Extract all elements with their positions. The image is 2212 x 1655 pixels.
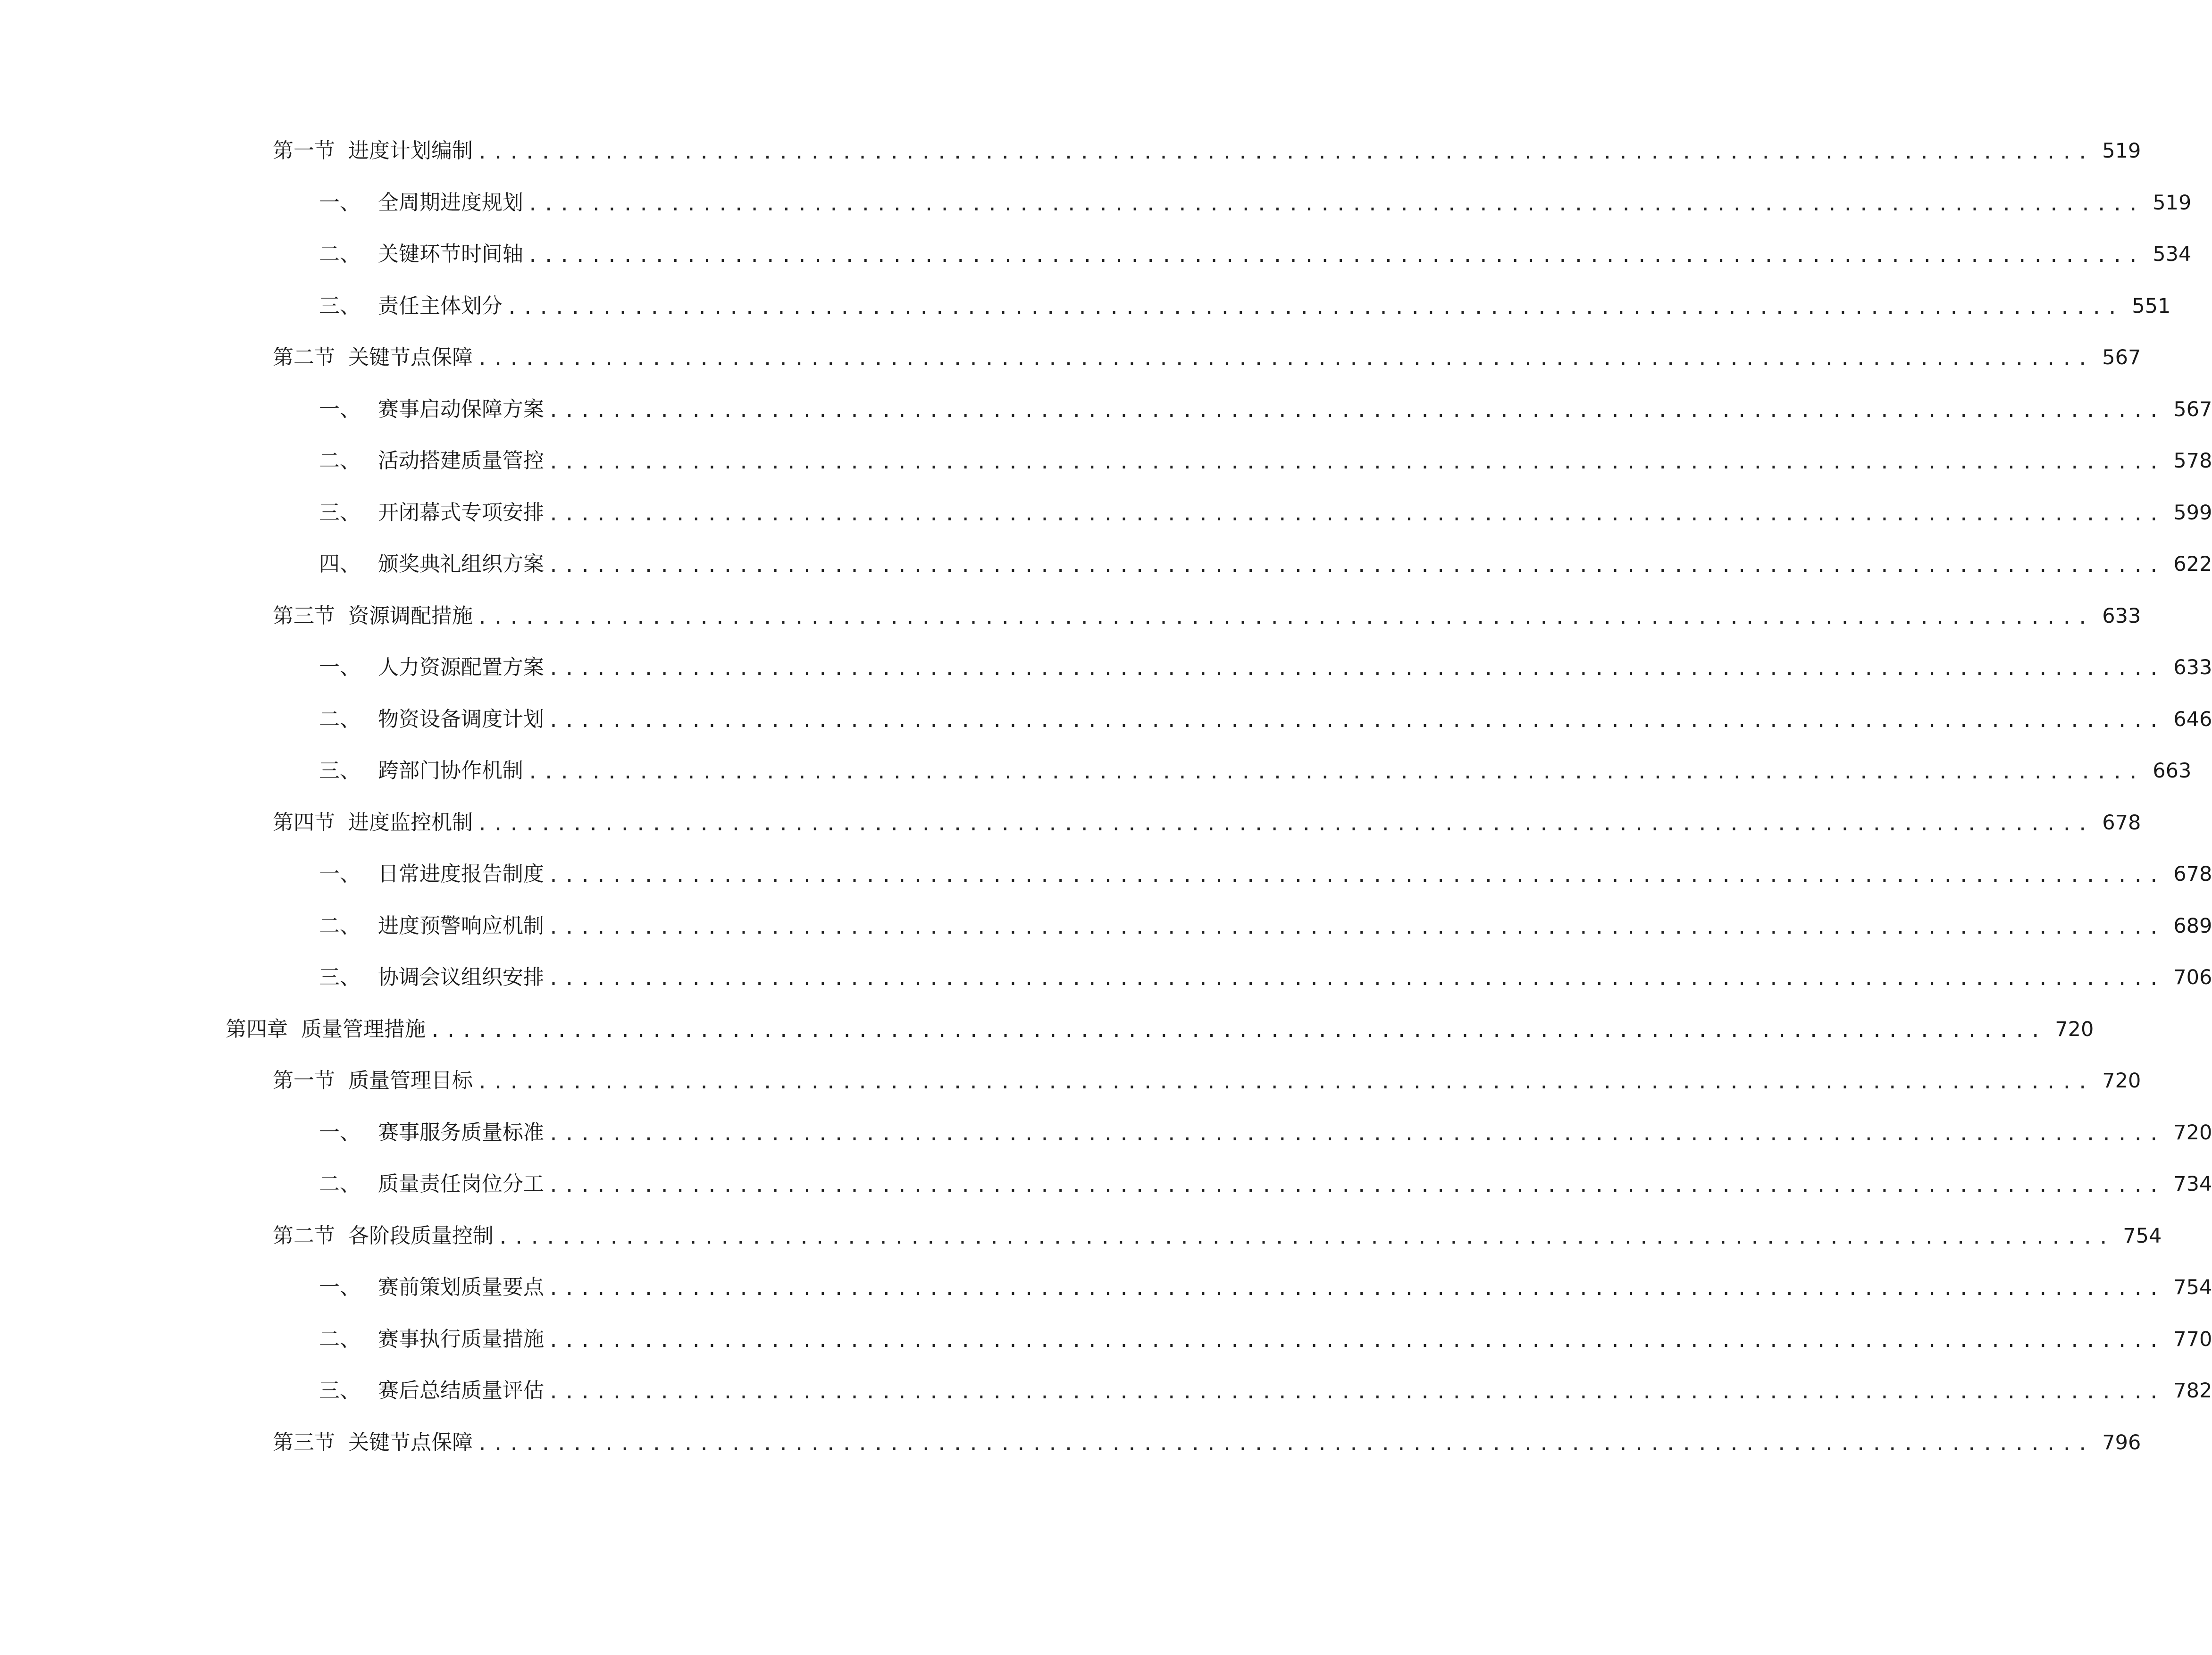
toc-entry-section[interactable]	[273, 806, 2141, 839]
toc-entry-label	[319, 393, 544, 426]
toc-dot-leader: ......................................................................................................	[548, 400, 2164, 422]
toc-entry-title: 赛后总结质量评估	[378, 1379, 544, 1403]
toc-page-number: 663	[2153, 759, 2192, 783]
toc-dot-leader: ......................................................................................................	[429, 1020, 2046, 1042]
toc-dot-leader: ......................................................................................................	[548, 658, 2164, 680]
toc-entry-item[interactable]	[319, 1323, 2212, 1356]
toc-entry-item[interactable]	[319, 496, 2212, 529]
toc-entry-label	[319, 548, 544, 581]
toc-page-number: 519	[2102, 139, 2141, 163]
toc-entry-title: 物资设备调度计划	[378, 707, 544, 731]
toc-entry-item[interactable]	[319, 548, 2212, 581]
toc-entry-title: 赛事服务质量标准	[378, 1120, 544, 1145]
toc-page-number: 689	[2173, 914, 2212, 938]
toc-dot-leader: ......................................................................................................	[506, 296, 2123, 318]
toc-entry-number: 二、	[319, 913, 360, 938]
toc-dot-leader: ......................................................................................................	[477, 348, 2093, 370]
toc-entry-number: 第四节	[273, 810, 335, 835]
toc-entry-title: 关键节点保障	[348, 345, 473, 369]
toc-dot-leader: ......................................................................................................	[477, 813, 2093, 835]
toc-entry-title: 赛事执行质量措施	[378, 1327, 544, 1351]
toc-page-number: 754	[2123, 1224, 2162, 1248]
toc-entry-label	[319, 754, 523, 787]
toc-page-number: 519	[2153, 191, 2192, 215]
toc-entry-number: 三、	[319, 965, 360, 989]
toc-entry-item[interactable]	[319, 651, 2212, 684]
toc-dot-leader: ......................................................................................................	[548, 710, 2164, 732]
toc-entry-title: 协调会议组织安排	[378, 965, 544, 989]
toc-dot-leader: ......................................................................................................	[548, 916, 2164, 938]
toc-dot-leader: ......................................................................................................	[548, 1329, 2164, 1352]
toc-page-number: 534	[2153, 242, 2192, 266]
toc-entry-label	[319, 961, 544, 994]
toc-entry-label	[319, 651, 544, 684]
toc-dot-leader: ......................................................................................................	[548, 865, 2164, 886]
toc-entry-number: 第三节	[273, 1430, 335, 1454]
toc-entry-title: 开闭幕式专项安排	[378, 500, 544, 525]
toc-page-number: 646	[2173, 707, 2212, 731]
toc-entry-number: 三、	[319, 759, 360, 783]
toc-page-number: 678	[2102, 811, 2141, 835]
toc-dot-leader: ......................................................................................................	[477, 142, 2093, 163]
toc-entry-title: 质量管理目标	[348, 1069, 473, 1093]
toc-entry-label	[319, 703, 544, 736]
toc-entry-title: 人力资源配置方案	[378, 655, 544, 679]
toc-dot-leader: ......................................................................................................	[548, 1175, 2164, 1196]
toc-entry-title: 质量管理措施	[301, 1017, 426, 1041]
toc-entry-section[interactable]	[273, 600, 2141, 633]
toc-entry-label	[226, 1013, 426, 1046]
toc-entry-title: 各阶段质量控制	[348, 1223, 494, 1248]
toc-entry-section[interactable]	[273, 134, 2141, 167]
toc-entry-label	[273, 806, 473, 839]
toc-dot-leader: ......................................................................................................	[477, 1433, 2093, 1455]
toc-entry-title: 颁奖典礼组织方案	[378, 552, 544, 576]
toc-entry-number: 一、	[319, 655, 360, 679]
toc-page-number: 578	[2173, 449, 2212, 473]
toc-entry-number: 一、	[319, 1120, 360, 1145]
toc-entry-title: 资源调配措施	[348, 603, 473, 628]
toc-dot-leader: ......................................................................................................	[548, 1381, 2164, 1403]
toc-entry-label	[319, 186, 523, 219]
toc-dot-leader: ......................................................................................................	[548, 1278, 2164, 1300]
toc-entry-item[interactable]	[319, 703, 2212, 736]
toc-entry-number: 二、	[319, 1172, 360, 1196]
toc-page-number: 567	[2102, 346, 2141, 369]
toc-entry-number: 一、	[319, 190, 360, 215]
toc-entry-title: 赛事启动保障方案	[378, 397, 544, 421]
toc-entry-title: 进度监控机制	[348, 810, 473, 835]
toc-entry-item[interactable]	[319, 1116, 2212, 1149]
toc-entry-title: 关键节点保障	[348, 1430, 473, 1454]
toc-entry-title: 全周期进度规划	[378, 190, 523, 215]
toc-entry-title: 日常进度报告制度	[378, 862, 544, 886]
toc-entry-label	[273, 341, 473, 374]
toc-dot-leader: ......................................................................................................	[548, 451, 2164, 473]
toc-page-number: 622	[2173, 552, 2212, 576]
toc-entry-number: 第二节	[273, 1223, 335, 1248]
toc-entry-label	[319, 1374, 544, 1407]
toc-entry-number: 二、	[319, 449, 360, 473]
toc-entry-title: 赛前策划质量要点	[378, 1275, 544, 1299]
toc-dot-leader: ......................................................................................................	[477, 606, 2093, 628]
toc-entry-label	[319, 910, 544, 943]
toc-entry-title: 责任主体划分	[378, 293, 503, 318]
toc-dot-leader: ......................................................................................................	[548, 503, 2164, 525]
toc-entry-title: 进度计划编制	[348, 139, 473, 163]
toc-dot-leader: ......................................................................................................	[548, 555, 2164, 577]
toc-entry-item[interactable]	[319, 238, 2192, 271]
toc-entry-label	[273, 1220, 494, 1253]
toc-page-number: 720	[2055, 1017, 2094, 1041]
toc-entry-label	[319, 1271, 544, 1304]
toc-entry-label	[273, 134, 473, 167]
toc-entry-section[interactable]	[273, 1426, 2141, 1459]
toc-entry-item[interactable]	[319, 186, 2192, 219]
toc-entry-label	[319, 1116, 544, 1149]
toc-entry-chapter[interactable]	[226, 1013, 2094, 1046]
toc-page-number: 551	[2132, 294, 2171, 318]
toc-page-number: 633	[2102, 604, 2141, 628]
toc-entry-label	[273, 1426, 473, 1459]
toc-entry-number: 一、	[319, 862, 360, 886]
toc-entry-number: 一、	[319, 397, 360, 421]
toc-page-number: 734	[2173, 1172, 2212, 1196]
toc-entry-number: 二、	[319, 707, 360, 731]
toc-entry-number: 四、	[319, 552, 360, 576]
toc-page-number: 567	[2173, 397, 2212, 421]
toc-entry-number: 第一节	[273, 1069, 335, 1093]
toc-entry-item[interactable]	[319, 858, 2212, 891]
toc-dot-leader: ......................................................................................................	[497, 1226, 2114, 1248]
toc-entry-label	[319, 1323, 544, 1356]
toc-entry-item[interactable]	[319, 910, 2212, 943]
toc-entry-item[interactable]	[319, 961, 2212, 994]
toc-page-number: 678	[2173, 862, 2212, 886]
toc-entry-label	[319, 290, 503, 323]
toc-entry-item[interactable]	[319, 1271, 2212, 1304]
toc-entry-label	[319, 1168, 544, 1201]
toc-entry-number: 第一节	[273, 139, 335, 163]
toc-page-number: 633	[2173, 656, 2212, 679]
toc-entry-title: 活动搭建质量管控	[378, 449, 544, 473]
toc-entry-item[interactable]	[319, 754, 2192, 787]
toc-entry-title: 关键环节时间轴	[378, 242, 523, 266]
toc-dot-leader: ......................................................................................................	[548, 968, 2164, 990]
toc-entry-item[interactable]	[319, 393, 2212, 426]
toc-entry-section[interactable]	[273, 1220, 2162, 1253]
toc-page-number: 720	[2102, 1069, 2141, 1093]
toc-entry-label	[273, 600, 473, 633]
toc-entry-number: 三、	[319, 293, 360, 318]
toc-page-number: 796	[2102, 1430, 2141, 1454]
toc-entry-number: 第四章	[226, 1017, 288, 1041]
toc-entry-item[interactable]	[319, 1168, 2212, 1201]
toc-page-number: 754	[2173, 1276, 2212, 1299]
toc-entry-section[interactable]	[273, 1064, 2141, 1097]
toc-entry-number: 二、	[319, 242, 360, 266]
toc-entry-number: 二、	[319, 1327, 360, 1351]
toc-page-number: 706	[2173, 966, 2212, 989]
toc-entry-label	[319, 858, 544, 891]
toc-entry-label	[273, 1064, 473, 1097]
toc-entry-title: 跨部门协作机制	[378, 759, 523, 783]
toc-entry-number: 三、	[319, 500, 360, 525]
toc-entry-number: 三、	[319, 1379, 360, 1403]
toc-entry-item[interactable]	[319, 1374, 2212, 1407]
toc-entry-title: 进度预警响应机制	[378, 913, 544, 938]
toc-entry-label	[319, 238, 523, 271]
toc-entry-number: 第三节	[273, 603, 335, 628]
toc-page-number: 782	[2173, 1379, 2212, 1403]
toc-entry-item[interactable]	[319, 444, 2212, 477]
toc-dot-leader: ......................................................................................................	[548, 1123, 2164, 1145]
toc-dot-leader: ......................................................................................................	[527, 245, 2144, 267]
toc-dot-leader: ......................................................................................................	[477, 1071, 2093, 1093]
toc-entry-title: 质量责任岗位分工	[378, 1172, 544, 1196]
toc-entry-label	[319, 444, 544, 477]
toc-entry-item[interactable]	[319, 290, 2171, 323]
toc-page-number: 770	[2173, 1327, 2212, 1351]
toc-entry-number: 一、	[319, 1275, 360, 1299]
toc-dot-leader: ......................................................................................................	[527, 761, 2144, 783]
toc-page-number: 720	[2173, 1120, 2212, 1145]
toc-entry-section[interactable]	[273, 341, 2141, 374]
toc-dot-leader: ......................................................................................................	[527, 193, 2144, 215]
toc-entry-number: 第二节	[273, 345, 335, 369]
toc-page-number: 599	[2173, 501, 2212, 525]
toc-entry-label	[319, 496, 544, 529]
